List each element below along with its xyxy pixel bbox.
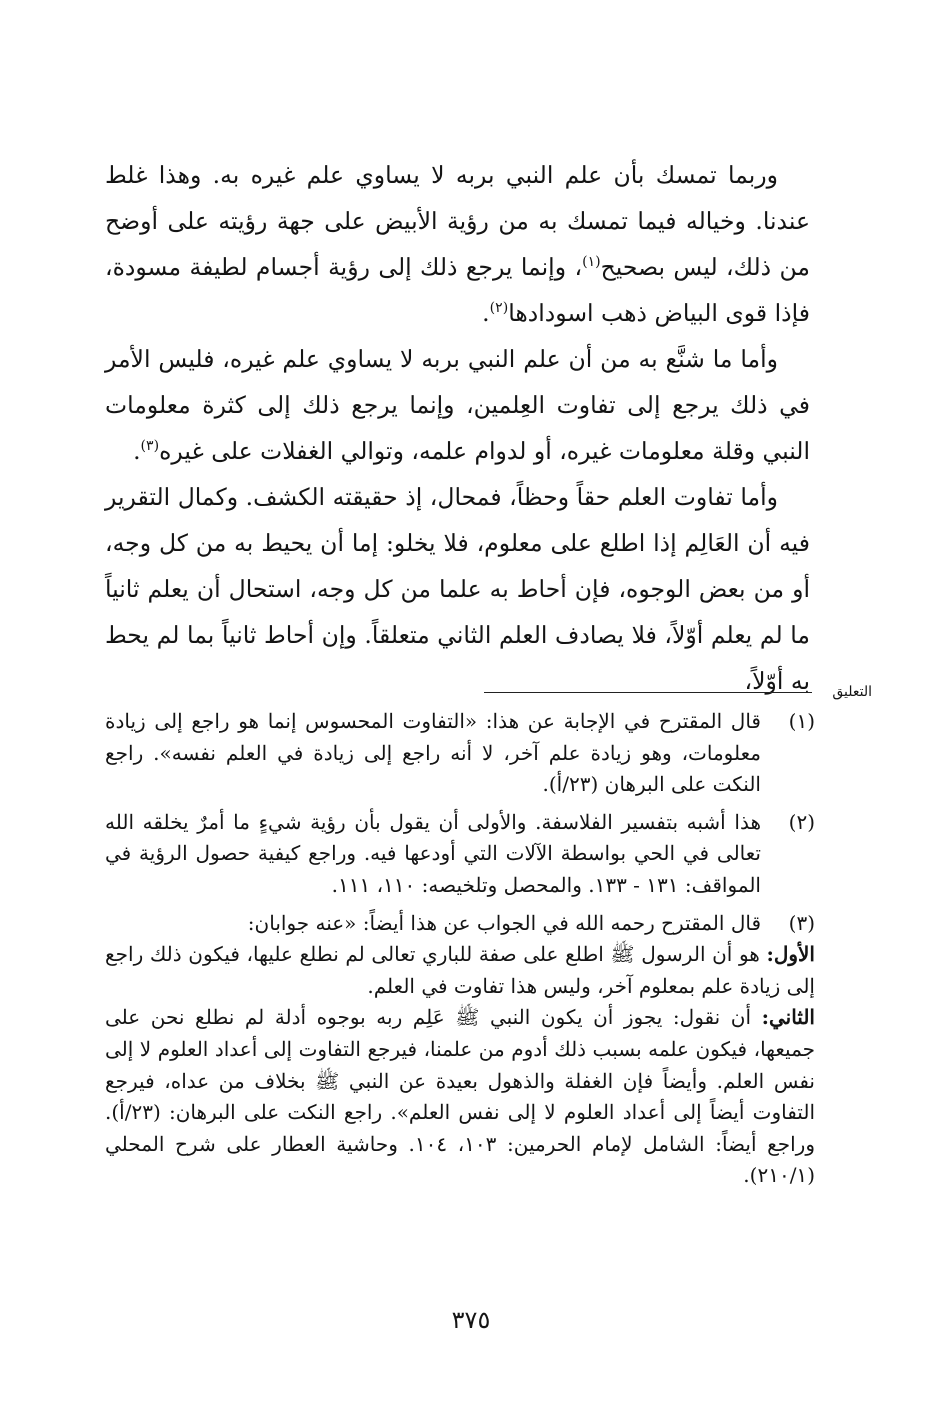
footnote-3 xyxy=(105,908,815,1192)
footnote-1 xyxy=(105,706,815,801)
main-text xyxy=(105,152,810,704)
footnote-2 xyxy=(105,807,815,902)
paragraph-2-text: وأما ما شنَّع به من أن علم النبي بربه لا يساوي علم غيره، فليس الأمر في ذلك يرجع إلى تفاوت العِلمين، وإنما يرجع ذلك إلى كثرة معلومات النبي وقلة معلومات غيره، أو لدوام علمه، وتوالي الغفلات على غيره xyxy=(105,345,810,465)
footnote-3-first-text: هو أن الرسول ﷺ اطلع على صفة للباري تعالى لم نطلع عليها، فيكون ذلك راجع إلى زيادة علم بمعلوم آخر، وليس هذا تفاوت في العلم. xyxy=(105,942,815,998)
footnote-ref-3[interactable]: (٣) xyxy=(140,438,160,455)
footnote-number-3: (٣) xyxy=(788,910,815,935)
footnotes xyxy=(105,706,815,1198)
footnote-3-intro: قال المقترح رحمه الله في الجواب عن هذا أيضاً: «عنه جوابان: xyxy=(247,910,761,935)
paragraph-2-end: . xyxy=(133,437,141,465)
paragraph-3: وأما تفاوت العلم حقاً وحظاً، فمحال، إذ حقيقته الكشف. وكمال التقرير فيه أن العَالِم إذا اطلع على معلوم، فلا يخلو: إما أن يحيط به من كل وجه، أو من بعض الوجوه، فإن أحاط به علما من كل وجه، استحال أن يعلم ثانياً ما لم يعلم أوّلاً، فلا يصادف العلم الثاني متعلقاً. وإن أحاط ثانياً بما لم يحط به أوّلاً، xyxy=(105,483,810,695)
paragraph-1 xyxy=(105,152,810,336)
footnote-3-second-label: الثاني: xyxy=(761,1005,815,1030)
footnote-text-2: هذا أشبه بتفسير الفلاسفة. والأولى أن يقول بأن رؤية شيءٍ ما أمرٌ يخلقه الله تعالى في الحي بواسطة الآلات التي أودعها فيه. وراجع كيفية حصول الرؤية في المواقف: ١٣١ - ١٣٣. والمحصل وتلخيصه: ١١٠، ١١١. xyxy=(105,809,761,897)
footnote-3-second xyxy=(105,1002,815,1192)
paragraph-1-end: . xyxy=(482,299,490,327)
footnote-ref-2[interactable]: (٢) xyxy=(489,300,509,317)
footnote-number-2: (٢) xyxy=(788,809,815,834)
footnote-3-first xyxy=(105,939,815,1002)
footnote-3-second-text: أن نقول: يجوز أن يكون النبي ﷺ عَلِم ربه بوجوه أدلة لم نطلع نحن على جميعها، فيكون علمه بسبب ذلك أدوم من علمنا، فيرجع التفاوت إلى أعداد العلوم لا إلى نفس العلم. وأيضاً فإن الغفلة والذهول بعيدة عن النبي ﷺ بخلاف من عداه، فيرجع التفاوت أيضاً إلى أعداد العلوم لا إلى نفس العلم». راجع النكت على البرهان: (٢٣/أ). وراجع أيضاً: الشامل لإمام الحرمين: ١٠٣، ١٠٤. وحاشية العطار على شرح المحلي (٢١٠/١). xyxy=(105,1005,815,1188)
paragraph-2 xyxy=(105,336,810,474)
paragraph-1-text-mid: ، وإنما يرجع ذلك إلى رؤية أجسام لطيفة مسودة، فإذا قوى البياض ذهب اسودادها xyxy=(105,253,810,327)
page-number: ٣٧٥ xyxy=(451,1306,491,1334)
footnotes-divider xyxy=(484,692,812,693)
footnote-ref-1[interactable]: (١) xyxy=(582,254,601,271)
footnotes-label: التعليق xyxy=(832,684,872,700)
footnote-text-1: قال المقترح في الإجابة عن هذا: «التفاوت المحسوس إنما هو راجع إلى زيادة معلومات، وهو زيادة علم آخر، لا أنه راجع إلى زيادة في العلم نفسه». راجع النكت على البرهان (٢٣/أ). xyxy=(105,709,761,797)
paragraph-1-text: وربما تمسك بأن علم النبي بربه لا يساوي علم غيره به. وهذا غلط عندنا. وخياله فيما تمسك به من رؤية الأبيض على جهة رؤيته على أوضح من ذلك، ليس بصحيح xyxy=(105,161,810,281)
footnote-number-1: (١) xyxy=(788,709,815,733)
footnote-3-first-label: الأول: xyxy=(766,942,815,967)
